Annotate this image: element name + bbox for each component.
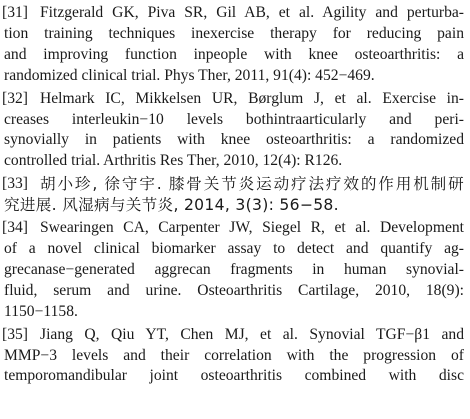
reference-line: Jiang Q, Qiu YT, Chen MJ, et al. Synovial TGF−β1 and <box>40 325 464 343</box>
reference-line: of a novel clinical biomarker assay to detect and quantify ag- <box>4 239 464 257</box>
reference-line: and improving function inpeople with knee osteoarthritis: a <box>4 45 464 63</box>
reference-line: temporomandibular joint osteoarthritis combined with disc <box>4 367 464 385</box>
reference-line: Helmark IC, Mikkelsen UR, Børglum J, et al. Exercise in- <box>40 89 464 107</box>
reference-35 <box>0 325 470 388</box>
reference-32 <box>0 89 470 173</box>
reference-line: 究进展. 风湿病与关节炎, 2014, 3(3): 56−58. <box>4 196 339 215</box>
reference-line: grecanase−generated aggrecan fragments in human synovial- <box>4 260 464 278</box>
reference-33 <box>0 174 470 216</box>
reference-line: synovially in patients with knee osteoarthritis: a randomized <box>4 131 464 149</box>
reference-31 <box>0 3 470 87</box>
reference-line: Fitzgerald GK, Piva SR, Gil AB, et al. Agility and perturba- <box>40 4 464 21</box>
reference-line: randomized clinical trial. Phys Ther, 2011, 91(4): 452−469. <box>4 66 375 84</box>
reference-number: [35] <box>2 325 28 343</box>
reference-line: creases interleukin−10 levels bothintraarticularly and peri- <box>4 110 464 128</box>
reference-line: tion training techniques inexercise therapy for reducing pain <box>4 24 464 42</box>
reference-34 <box>0 218 470 323</box>
reference-number: [34] <box>2 219 28 237</box>
reference-line: Swearingen CA, Carpenter JW, Siegel R, et al. Development <box>40 219 464 237</box>
reference-line: 胡小珍, 徐守宇. 膝骨关节炎运动疗法疗效的作用机制研 <box>40 175 464 194</box>
reference-number: [32] <box>2 89 28 107</box>
reference-line: fluid, serum and urine. Osteoarthritis Cartilage, 2010, 18(9): <box>4 281 464 299</box>
reference-line: controlled trial. Arthritis Res Ther, 2010, 12(4): R126. <box>4 152 343 170</box>
reference-line: 1150−1158. <box>4 302 78 320</box>
reference-number: [31] <box>2 4 28 21</box>
reference-line: MMP−3 levels and their correlation with the progression of <box>4 346 464 364</box>
reference-number: [33] <box>2 175 28 193</box>
